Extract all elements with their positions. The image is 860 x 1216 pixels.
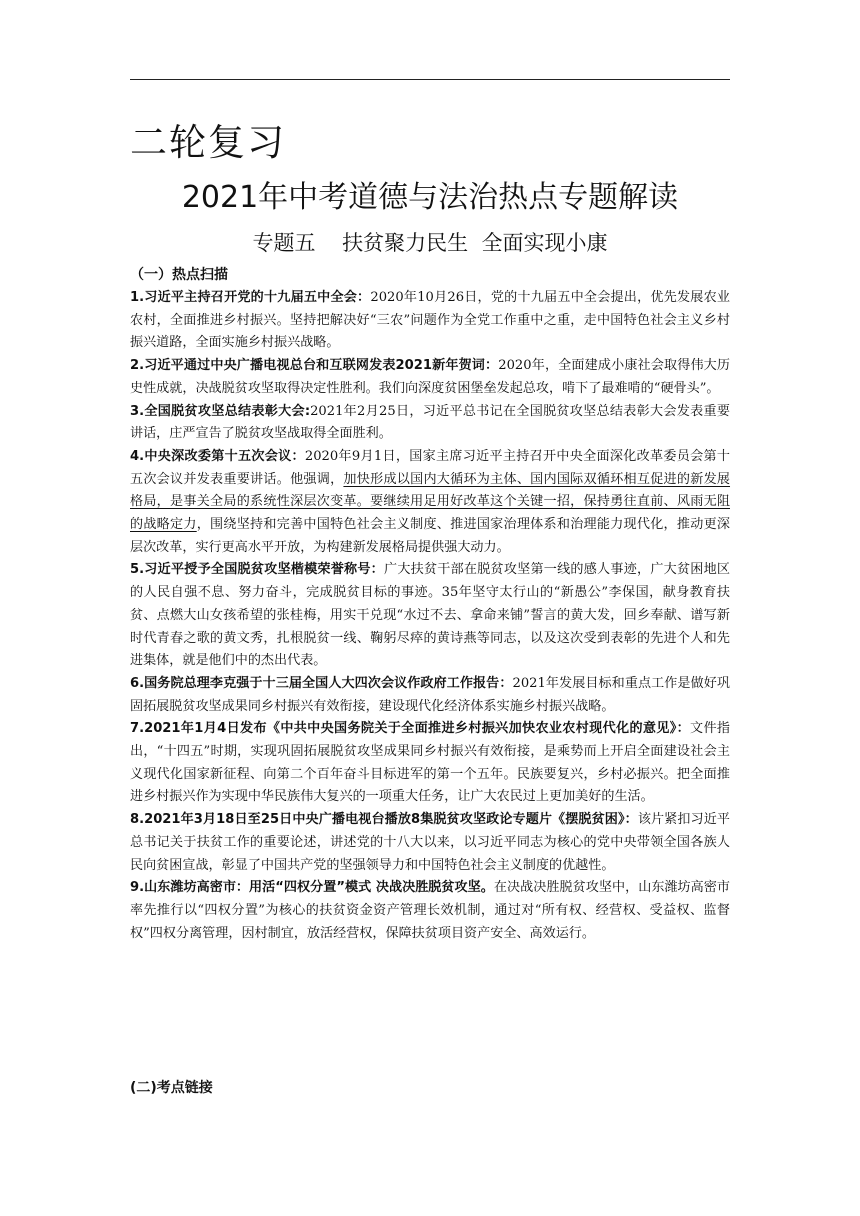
section-exam-link-label: (二)考点链接 <box>130 1080 213 1096</box>
item-title: 8.2021年3月18日至25日中央广播电视台播放8集脱贫攻坚政论专题片《摆脱贫困》： <box>130 812 638 828</box>
hot-topic-item <box>130 355 730 400</box>
hot-topic-item <box>130 673 730 718</box>
item-title: 7.2021年1月4日发布《中共中央国务院关于全面推进乡村振兴加快农业农村现代化的意见》： <box>130 721 691 737</box>
item-title: 1.习近平主持召开党的十九届五中全会： <box>130 290 371 305</box>
hot-topic-list <box>130 287 730 945</box>
item-text: 广大扶贫干部在脱贫攻坚第一线的感人事迹，广大贫困地区的人民自强不息、努力奋斗，完成脱贫目标的事迹。35年坚守太行山的“新愚公”李保国，献身教育扶贫、点燃大山女孩希望的张桂梅，用实干兑现“水过不去、拿命来铺”誓言的黄大发，回乡奉献、谱写新时代青春之歌的黄文秀，扎根脱贫一线、鞠躬尽瘁的黄诗燕等同志，以及这次受到表彰的先进个人和先进集体，就是他们中的杰出代表。 <box>130 562 730 669</box>
item-text: 在决战决胜脱贫攻坚中，山东潍坊高密市率先推行以“四权分置”为核心的扶贫资金资产管理长效机制，通过对“所有权、经营权、受益权、监督权”四权分离管理，因村制宜，放活经营权，保障扶贫项目资产安全、高效运行。 <box>130 880 731 941</box>
hot-topic-item <box>130 287 730 355</box>
underlined-text: 加快形成以国内大循环为主体、国内国际双循环相互促进的新发展格局，是事关全局的系统性深层次变革。要继续用足用好改革这个关键一招，保持勇往直前、风雨无阻的战略定力 <box>130 471 731 533</box>
item-text: 文件指出，“十四五”时期，实现巩固拓展脱贫攻坚成果同乡村振兴有效衔接，是乘势而上开启全面建设社会主义现代化国家新征程、向第二个百年奋斗目标进军的第一个五年。民族要复兴，乡村必振兴。把全面推进乡村振兴作为实现中华民族伟大复兴的一项重大任务，让广大农民过上更加美好的生活。 <box>130 721 730 805</box>
header-rule <box>130 79 730 80</box>
item-title: 5.习近平授予全国脱贫攻坚楷模荣誉称号： <box>130 562 384 578</box>
hot-topic-item <box>130 446 730 560</box>
hot-topic-item <box>130 559 730 673</box>
document-title: 2021年中考道德与法治热点专题解读 <box>181 180 679 215</box>
item-title: 2.习近平通过中央广播电视总台和互联网发表2021新年贺词： <box>130 358 499 374</box>
item-text: 2021年2月25日，习近平总书记在全国脱贫攻坚总结表彰大会发表重要讲话，庄严宣告了脱贫攻坚战取得全面胜利。 <box>130 403 730 442</box>
item-title: 3.全国脱贫攻坚总结表彰大会: <box>130 403 311 419</box>
item-text: 2020年10月26日，党的十九届五中全会提出，优先发展农业农村，全面推进乡村振兴。坚持把解决好“三农”问题作为全党工作重中之重，走中国特色社会主义乡村振兴道路，全面实施乡村振兴战略。 <box>130 290 730 351</box>
review-heading: 二轮复习 <box>130 121 286 164</box>
item-title: 9.山东潍坊高密市：用活“四权分置”模式 决战决胜脱贫攻坚。 <box>130 880 494 896</box>
hot-topic-item <box>130 877 730 945</box>
item-text: ，围绕坚持和完善中国特色社会主义制度、推进国家治理体系和治理能力现代化，推动更深层次改革，实行更高水平开放，为构建新发展格局提供强大动力。 <box>130 517 731 555</box>
item-text: 2020年9月1日，国家主席习近平主持召开中央全面深化改革委员会第十五次会议并发表重要讲话。他强调， <box>130 448 730 487</box>
section-hot-scan-label: （一）热点扫描 <box>130 267 228 283</box>
item-title: 4.中央深改委第十五次会议： <box>130 448 305 464</box>
item-text: 2020年，全面建成小康社会取得伟大历史性成就，决战脱贫攻坚取得决定性胜利。我们向深度贫困堡垒发起总攻，啃下了最难啃的“硬骨头”。 <box>130 358 731 396</box>
item-text: 该片紧扣习近平总书记关于扶贫工作的重要论述，讲述党的十八大以来，以习近平同志为核心的党中央带领全国各族人民向贫困宣战，彰显了中国共产党的坚强领导力和中国特色社会主义制度的优越性。 <box>130 812 731 873</box>
topic-subtitle: 专题五 扶贫聚力民生 全面实现小康 <box>252 231 608 255</box>
hot-topic-item <box>130 718 730 809</box>
item-text: 2021年发展目标和重点工作是做好巩固拓展脱贫攻坚成果同乡村振兴有效衔接，建设现代化经济体系实施乡村振兴战略。 <box>130 675 730 714</box>
hot-topic-item <box>130 401 730 446</box>
item-title: 6.国务院总理李克强于十三届全国人大四次会议作政府工作报告： <box>130 675 513 691</box>
hot-topic-item <box>130 809 730 877</box>
